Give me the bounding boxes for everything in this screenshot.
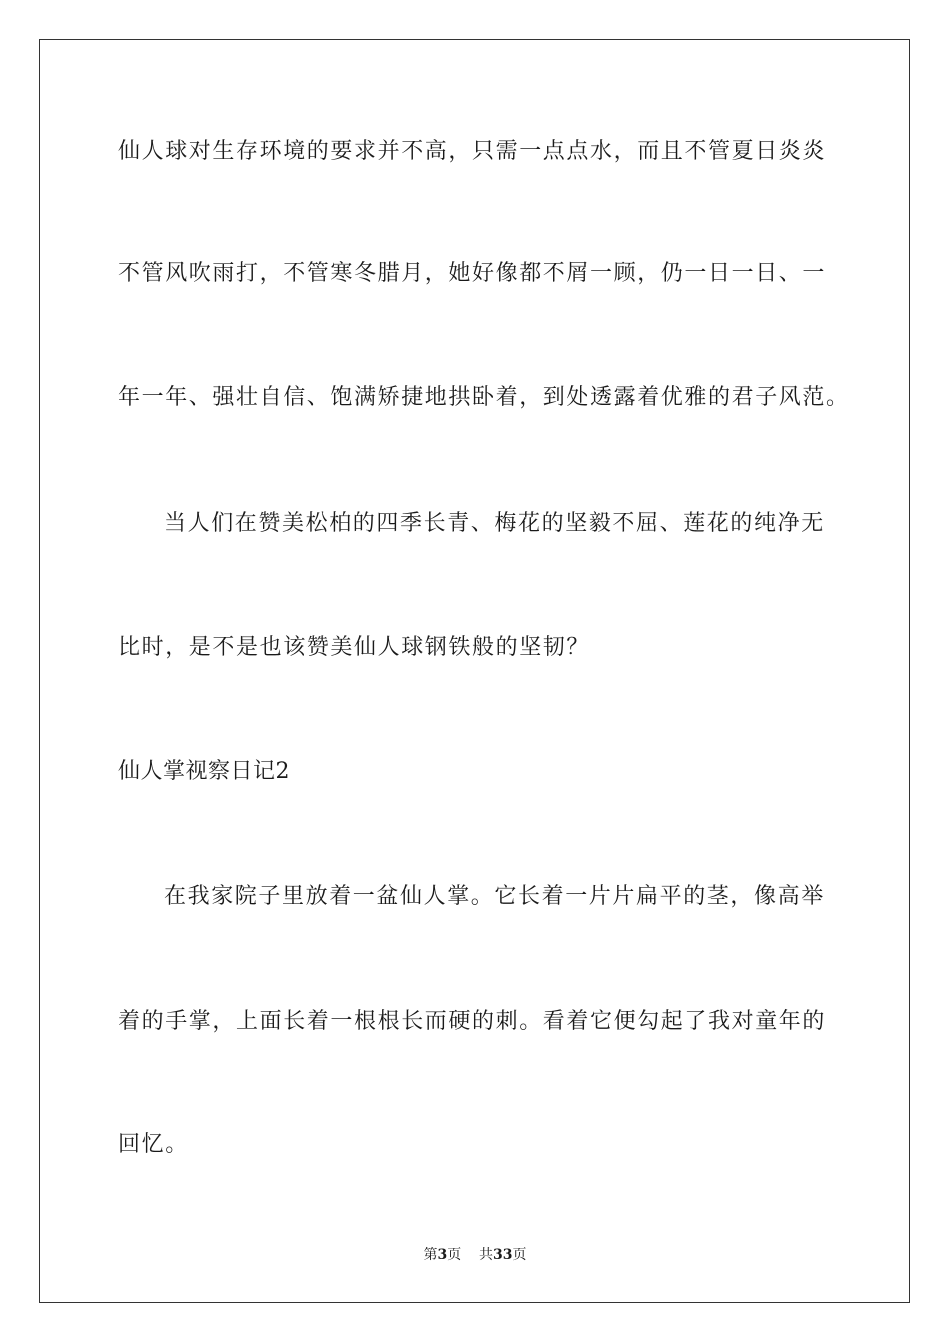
paragraph-line-4: 当人们在赞美松柏的四季长青、梅花的坚毅不屈、莲花的纯净无	[164, 511, 825, 536]
footer-total-prefix: 共	[479, 1247, 494, 1263]
footer-page-suffix: 页	[447, 1247, 462, 1263]
section-heading: 仙人掌视察日记2	[118, 759, 290, 784]
paragraph-line-8: 回忆。	[118, 1132, 189, 1157]
paragraph-line-5: 比时，是不是也该赞美仙人球钢铁般的坚韧？	[118, 635, 591, 660]
page-footer	[0, 1246, 950, 1264]
paragraph-line-7: 着的手掌，上面长着一根根长而硬的刺。看着它便勾起了我对童年的	[118, 1009, 827, 1034]
paragraph-line-2: 不管风吹雨打，不管寒冬腊月，她好像都不屑一顾，仍一日一日、一	[118, 261, 827, 286]
paragraph-line-1: 仙人球对生存环境的要求并不高，只需一点点水，而且不管夏日炎炎	[118, 139, 827, 164]
footer-page-prefix: 第	[423, 1247, 438, 1263]
footer-page-number: 3	[437, 1247, 448, 1263]
footer-total-suffix: 页	[512, 1247, 527, 1263]
paragraph-line-3: 年一年、强壮自信、饱满矫捷地拱卧着，到处透露着优雅的君子风范。	[118, 385, 850, 410]
paragraph-line-6: 在我家院子里放着一盆仙人掌。它长着一片片扁平的茎，像高举	[164, 884, 825, 909]
footer-total-pages: 33	[493, 1247, 513, 1263]
page-frame	[39, 39, 910, 1303]
